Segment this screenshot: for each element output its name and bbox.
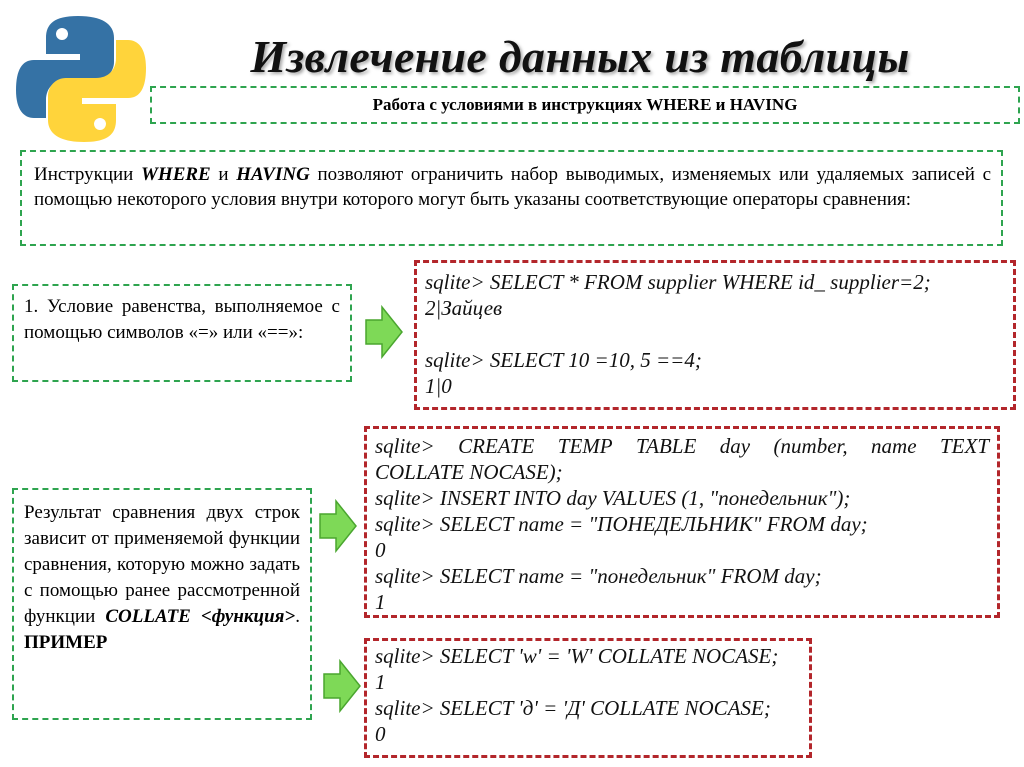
code-output-line: 2|Зайцев (425, 296, 503, 320)
code-output-line: 0 (375, 538, 386, 562)
code-line: COLLATE NOCASE); (375, 460, 563, 484)
code-block-equality (414, 260, 1016, 410)
code-output-line: 1 (375, 670, 386, 694)
code-block-collation (364, 426, 1000, 618)
code-line: sqlite> SELECT name = "ПОНЕДЕЛЬНИК" FROM day; (375, 512, 868, 536)
code-line: sqlite> SELECT * FROM supplier WHERE id_ supplier=2; (425, 270, 931, 294)
equality-condition-text: 1. Условие равенства, выполняемое с помощью символов «=» или «==»: (24, 296, 340, 343)
code-word: sqlite> (375, 434, 435, 458)
code-word: TEXT (939, 434, 989, 458)
intro-text-2: и (210, 164, 237, 185)
intro-box (20, 150, 1003, 246)
code-line: sqlite> SELECT 'w' = 'W' COLLATE NOCASE; (375, 644, 779, 668)
collation-note-dot: . (295, 606, 300, 627)
subtitle-box (150, 86, 1020, 124)
python-logo-icon (14, 12, 148, 146)
code-word: TABLE (636, 434, 697, 458)
code-word: (number, (773, 434, 848, 458)
right-arrow-icon (364, 304, 404, 360)
code-output-line: 1 (375, 590, 386, 614)
intro-keyword-where: WHERE (141, 164, 211, 185)
code-line: sqlite> SELECT 'д' = 'Д' COLLATE NOCASE; (375, 696, 771, 720)
collation-note-text: Результат сравнения двух строк зависит от применяемой функции сравнения, которую можно задать с помощью ранее рассмотренной функции (24, 502, 300, 627)
code-line: sqlite> INSERT INTO day VALUES (1, "понедельник"); (375, 486, 851, 510)
code-word: name (871, 434, 917, 458)
right-arrow-icon (322, 658, 362, 714)
intro-text-3: позволяют ограничить набор выводимых, изменяемых или удаляемых записей с помощью некоторого условия внутри которого могут быть указаны соответствующие операторы сравнения: (34, 164, 992, 210)
code-line: sqlite> SELECT 10 =10, 5 ==4; (425, 348, 702, 372)
right-arrow-icon (318, 498, 358, 554)
function-keyword: <функция> (200, 606, 296, 627)
code-line: sqlite> SELECT name = "понедельник" FROM day; (375, 564, 822, 588)
code-output-line: 1|0 (425, 374, 452, 398)
subtitle-text: Работа с условиями в инструкциях WHERE и HAVING (372, 95, 798, 114)
code-block-example (364, 638, 812, 758)
intro-text-1: Инструкции (34, 164, 142, 185)
code-output-line: 0 (375, 722, 386, 746)
collation-note-box (12, 488, 312, 720)
collate-keyword: COLLATE (105, 606, 191, 627)
code-word: TEMP (557, 434, 613, 458)
code-line-justified (375, 433, 989, 459)
intro-keyword-having: HAVING (236, 164, 310, 185)
example-label: ПРИМЕР (24, 632, 108, 653)
code-word: day (719, 434, 751, 458)
code-word: CREATE (458, 434, 535, 458)
equality-condition-box (12, 284, 352, 382)
page-title: Извлечение данных из таблицы (250, 31, 910, 82)
